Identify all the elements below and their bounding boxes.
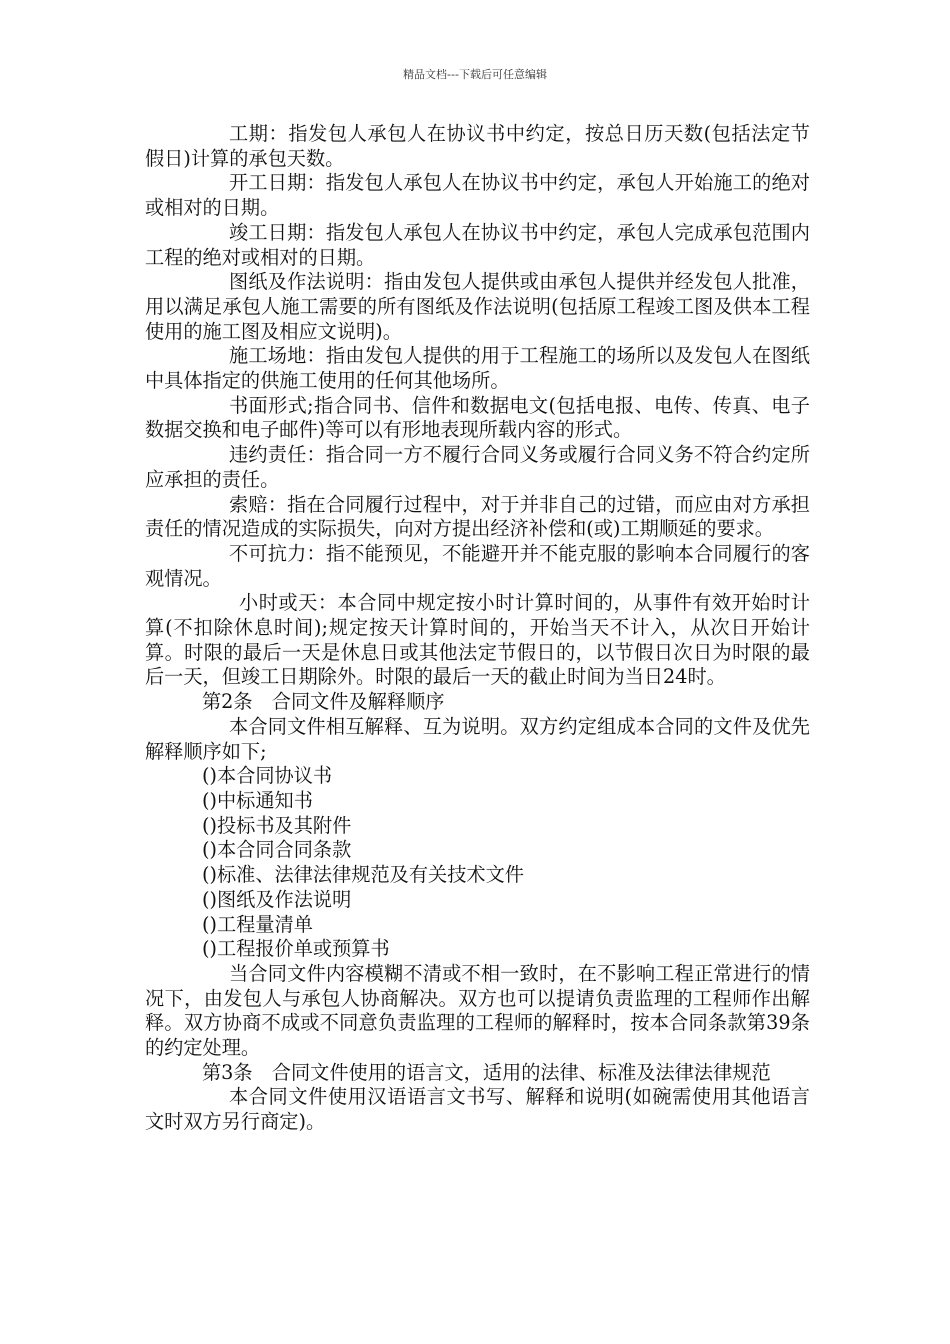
list-item: ()中标通知书 bbox=[202, 788, 313, 812]
article-3-text: 本合同文件使用汉语语言文书写、解释和说明(如碗需使用其他语言文时双方另行商定)。 bbox=[145, 1085, 810, 1134]
definition-paragraph: 图纸及作法说明：指由发包人提供或由承包人提供并经发包人批准，用以满足承包人施工需要的所有图纸及作法说明(包括原工程竣工图及供本工程使用的施工图及相应文说明)。 bbox=[145, 270, 810, 343]
list-item: ()工程报价单或预算书 bbox=[202, 937, 390, 961]
list-item: ()标准、法律法律规范及有关技术文件 bbox=[202, 863, 524, 887]
list-item: ()投标书及其附件 bbox=[202, 813, 352, 837]
list-item: ()工程量清单 bbox=[202, 912, 313, 936]
list-item: ()图纸及作法说明 bbox=[202, 887, 352, 911]
definition-paragraph: 索赔：指在合同履行过程中，对于并非自己的过错，而应由对方承担责任的情况造成的实际损失，向对方提出经济补偿和(或)工期顺延的要求。 bbox=[145, 492, 810, 541]
page-header: 精品文档---下载后可任意编辑 bbox=[403, 68, 547, 81]
document-body bbox=[145, 122, 810, 1135]
list-item: ()本合同合同条款 bbox=[202, 838, 352, 862]
article-2-intro: 本合同文件相互解释、互为说明。双方约定组成本合同的文件及优先解释顺序如下; bbox=[145, 714, 810, 763]
definition-paragraph: 小时或天：本合同中规定按小时计算时间的，从事件有效开始时计算(不扣除休息时间);规定按天计算时间的，开始当天不计入，从次日开始计算。时限的最后一天是休息日或其他法定节假日的，以节假日次日为时限的最后一天，但竣工日期除外。时限的最后一天的截止时间为当日24时。 bbox=[145, 591, 810, 689]
article-2-closing: 当合同文件内容模糊不清或不相一致时，在不影响工程正常进行的情况下，由发包人与承包人协商解决。双方也可以提请负责监理的工程师作出解释。双方协商不成或不同意负责监理的工程师的解释时，按本合同条款第39条的约定处理。 bbox=[145, 961, 810, 1060]
definition-paragraph: 书面形式;指合同书、信件和数据电文(包括电报、电传、传真、电子数据交换和电子邮件)等可以有形地表现所载内容的形式。 bbox=[145, 393, 810, 442]
article-3-heading: 第3条 合同文件使用的语言文，适用的法律、标准及法律法律规范 bbox=[202, 1060, 771, 1084]
definition-paragraph: 违约责任：指合同一方不履行合同义务或履行合同义务不符合约定所应承担的责任。 bbox=[145, 443, 810, 491]
definition-paragraph: 竣工日期：指发包人承包人在协议书中约定，承包人完成承包范围内工程的绝对或相对的日期。 bbox=[145, 220, 810, 269]
definition-paragraph: 工期：指发包人承包人在协议书中约定，按总日历天数(包括法定节假日)计算的承包天数。 bbox=[145, 122, 810, 170]
list-item: ()本合同协议书 bbox=[202, 764, 333, 788]
definition-paragraph: 开工日期：指发包人承包人在协议书中约定，承包人开始施工的绝对或相对的日期。 bbox=[145, 171, 810, 220]
article-2-heading: 第2条 合同文件及解释顺序 bbox=[202, 690, 445, 714]
definition-paragraph: 施工场地：指由发包人提供的用于工程施工的场所以及发包人在图纸中具体指定的供施工使用的任何其他场所。 bbox=[145, 344, 810, 393]
definition-paragraph: 不可抗力：指不能预见，不能避开并不能克服的影响本合同履行的客观情况。 bbox=[145, 541, 810, 590]
